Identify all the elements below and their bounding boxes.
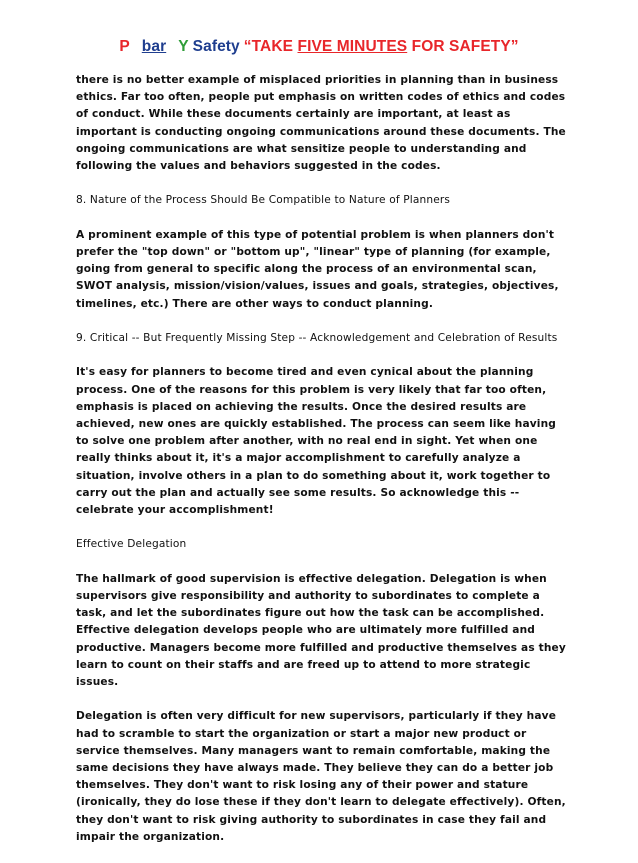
- section-heading-9: 9. Critical -- But Frequently Missing Step -- Acknowledgement and Celebration of Results: [76, 332, 558, 344]
- header-quote-open: “: [243, 38, 252, 55]
- header-quote-close: ”: [510, 38, 519, 55]
- header-y: Y: [178, 38, 189, 55]
- header-p: P: [119, 38, 130, 55]
- page-header: [0, 38, 638, 56]
- paragraph-delegation-hallmark: The hallmark of good supervision is effective delegation. Delegation is when supervisors give responsibility and authority to subordinates to complete a task, and let the subordinates figure out how the task can be accomplished. Effective delegation develops people who are ultimately more fulfilled and productive. Managers become more fulfilled and productive themselves as they learn to count on their staffs and are freed up to attend to more strategic issues.: [76, 572, 566, 689]
- header-five-minutes: FIVE MINUTES: [297, 38, 408, 55]
- header-safety: Safety: [192, 38, 240, 55]
- paragraph-ethics: there is no better example of misplaced priorities in planning than in business ethics. Far too often, people put emphasis on written codes of ethics and codes of conduct. While these documents certainly are important, at least as important is conducting ongoing communications around these documents. The ongoing communications are what sensitize people to understanding and following the values and behaviors suggested in the codes.: [76, 74, 566, 173]
- header-for-safety: FOR SAFETY: [407, 38, 511, 55]
- header-bar: bar: [141, 38, 167, 55]
- paragraph-delegation-difficult: Delegation is often very difficult for new supervisors, particularly if they have had to scramble to start the organization or start a major new product or service themselves. Many managers want to remain comfortable, making the same decisions they have always made. They believe they can do a better job themselves. They don't want to risk losing any of their power and stature (ironically, they do lose these if they don't learn to delegate effectively). Often, they don't want to risk giving authority to subordinates in case they fail and impair the organization.: [76, 710, 566, 843]
- paragraph-celebration: It's easy for planners to become tired and even cynical about the planning process. One of the reasons for this problem is very likely that far too often, emphasis is placed on achieving the results. Once the desired results are achieved, new ones are quickly established. The process can seem like having to solve one problem after another, with no real end in sight. Yet when one really thinks about it, it's a major accomplishment to carefully analyze a situation, involve others in a plan to do something about it, work together to carry out the plan and actually see some results. So acknowledge this -- celebrate your accomplishment!: [76, 366, 557, 517]
- header-take: TAKE: [251, 38, 298, 55]
- section-heading-8: 8. Nature of the Process Should Be Compatible to Nature of Planners: [76, 194, 451, 207]
- document-body: [76, 72, 571, 863]
- paragraph-planners: A prominent example of this type of potential problem is when planners don't prefer the "top down" or "bottom up", "linear" type of planning (for example, going from general to specific along the process of an environmental scan, SWOT analysis, mission/vision/values, issues and goals, strategies, objectives, timelines, etc.) There are other ways to conduct planning.: [76, 228, 559, 310]
- section-heading-delegation: Effective Delegation: [76, 538, 187, 551]
